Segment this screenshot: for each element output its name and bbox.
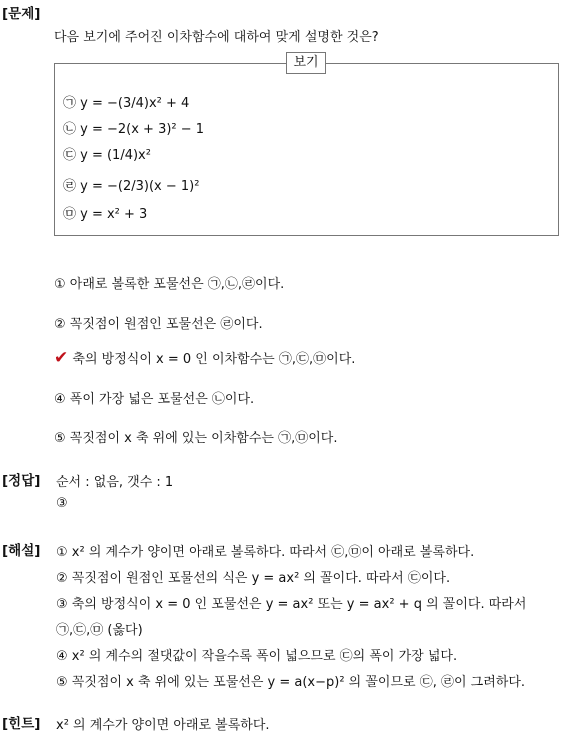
- explanation-2: ② 꼭짓점이 원점인 포물선의 식은 y = ax² 의 꼴이다. 따라서 ㉢이다.: [56, 571, 451, 586]
- explain-tag: [해설]: [2, 543, 41, 559]
- option-3[interactable]: [54, 348, 355, 368]
- function-4: ㉣ y = −(2/3)(x − 1)²: [63, 179, 200, 194]
- function-3: ㉢ y = (1/4)x²: [63, 148, 151, 163]
- option-2[interactable]: ② 꼭짓점이 원점인 포물선은 ㉣이다.: [54, 317, 263, 332]
- function-1: ㉠ y = −(3/4)x² + 4: [63, 96, 190, 111]
- checkmark-icon: ✔: [54, 348, 69, 368]
- option-3-label: 축의 방정식이 x = 0 인 이차함수는 ㉠,㉢,㉤이다.: [72, 352, 356, 367]
- hint-tag: [힌트]: [2, 716, 41, 732]
- explanation-3: ③ 축의 방정식이 x = 0 인 포물선은 y = ax² 또는 y = ax² + q 의 꼴이다. 따라서: [56, 597, 527, 612]
- explanation-3-cont: ㉠,㉢,㉤ (옳다): [56, 623, 143, 638]
- option-4[interactable]: ④ 폭이 가장 넓은 포물선은 ㉡이다.: [54, 392, 255, 407]
- function-5: ㉤ y = x² + 3: [63, 207, 148, 222]
- answer-line-1: 순서 : 없음, 갯수 : 1: [56, 475, 174, 490]
- example-box-title: 보기: [286, 52, 326, 74]
- explanation-4: ④ x² 의 계수의 절댓값이 작을수록 폭이 넓으므로 ㉢의 폭이 가장 넓다.: [56, 649, 458, 664]
- problem-tag: [문제]: [2, 6, 41, 22]
- hint-text: x² 의 계수가 양이면 아래로 볼록하다.: [56, 718, 270, 733]
- explanation-1: ① x² 의 계수가 양이면 아래로 볼록하다. 따라서 ㉢,㉤이 아래로 볼록하다.: [56, 545, 475, 560]
- option-5[interactable]: ⑤ 꼭짓점이 x 축 위에 있는 이차함수는 ㉠,㉤이다.: [54, 431, 338, 446]
- question-text: 다음 보기에 주어진 이차함수에 대하여 맞게 설명한 것은?: [54, 30, 379, 45]
- function-2: ㉡ y = −2(x + 3)² − 1: [63, 122, 205, 137]
- option-1[interactable]: ① 아래로 볼록한 포물선은 ㉠,㉡,㉣이다.: [54, 277, 285, 292]
- answer-line-2: ③: [56, 496, 68, 511]
- explanation-5: ⑤ 꼭짓점이 x 축 위에 있는 포물선은 y = a(x−p)² 의 꼴이므로 ㉢, ㉣이 그려하다.: [56, 675, 526, 690]
- answer-tag: [정답]: [2, 473, 41, 489]
